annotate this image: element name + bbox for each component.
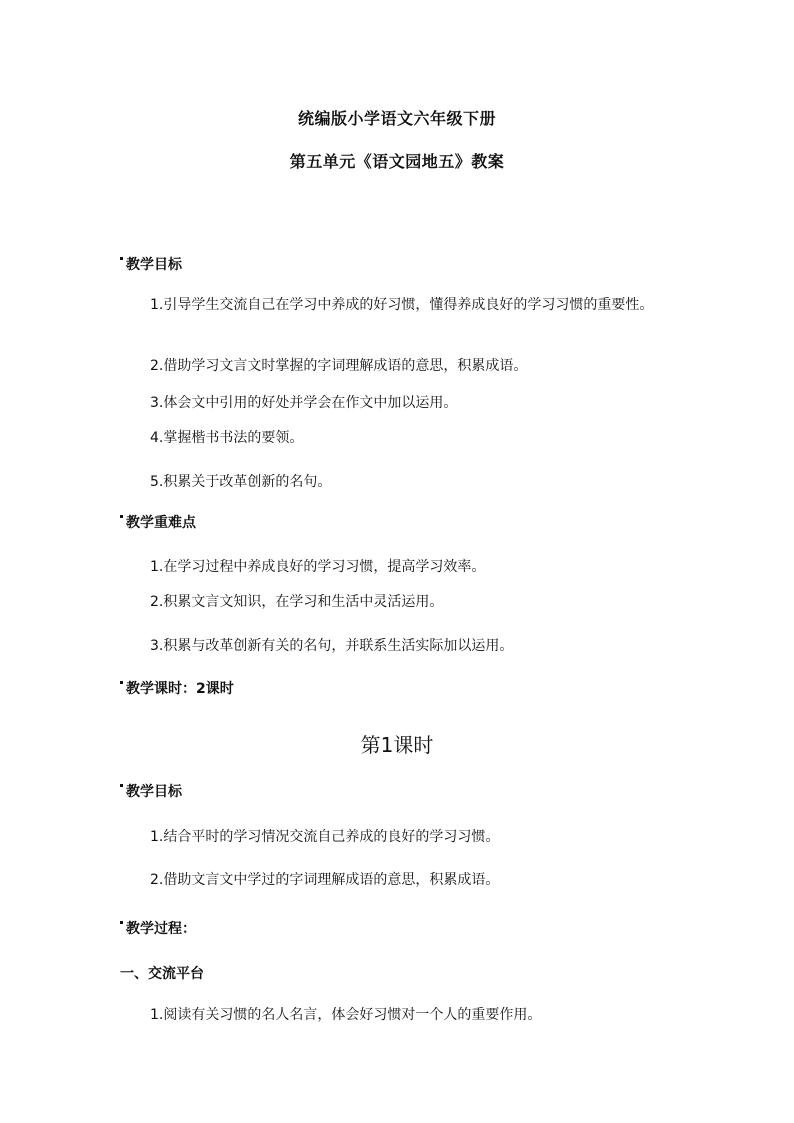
lesson1-objective-item: 2.借助文言文中学过的字词理解成语的意思，积累成语。: [150, 872, 500, 888]
objective-item: 3.体会文中引用的好处并学会在作文中加以运用。: [150, 395, 458, 411]
bullet-icon: [120, 515, 123, 518]
objective-item: 4.掌握楷书书法的要领。: [150, 430, 304, 446]
objective-item: 1.引导学生交流自己在学习中养成的好习惯，懂得养成良好的学习习惯的重要性。: [150, 297, 654, 313]
key-points-heading: [120, 512, 196, 532]
key-points-heading-text: 教学重难点: [126, 515, 196, 531]
objective-item: 5.积累关于改革创新的名句。: [150, 474, 332, 490]
lesson1-objectives-heading-text: 教学目标: [126, 784, 182, 800]
bullet-icon: [120, 784, 123, 787]
lesson1-objectives-heading: [120, 781, 182, 801]
bullet-icon: [120, 921, 123, 924]
document-title-line2: 第五单元《语文园地五》教案: [289, 152, 505, 171]
objectives-heading-text: 教学目标: [126, 257, 182, 273]
section1-item: 1.阅读有关习惯的名人名言，体会好习惯对一个人的重要作用。: [150, 1007, 542, 1023]
process-heading-text: 教学过程：: [126, 921, 196, 937]
key-point-item: 2.积累文言文知识，在学习和生活中灵活运用。: [150, 594, 444, 610]
objectives-heading: [120, 254, 182, 274]
lesson1-objective-item: 1.结合平时的学习情况交流自己养成的良好的学习习惯。: [150, 829, 500, 845]
objective-item: 2.借助学习文言文时掌握的字词理解成语的意思，积累成语。: [150, 358, 528, 374]
key-point-item: 3.积累与改革创新有关的名句，并联系生活实际加以运用。: [150, 638, 514, 654]
bullet-icon: [120, 257, 123, 260]
document-title-line1: 统编版小学语文六年级下册: [297, 109, 496, 128]
periods-heading-text: 教学课时：2课时: [126, 681, 234, 697]
periods-heading: [120, 678, 234, 698]
key-point-item: 1.在学习过程中养成良好的学习习惯，提高学习效率。: [150, 559, 486, 575]
section1-title: 一、交流平台: [120, 966, 204, 982]
bullet-icon: [120, 681, 123, 684]
process-heading: [120, 918, 196, 938]
lesson1-title: 第1课时: [360, 733, 434, 757]
